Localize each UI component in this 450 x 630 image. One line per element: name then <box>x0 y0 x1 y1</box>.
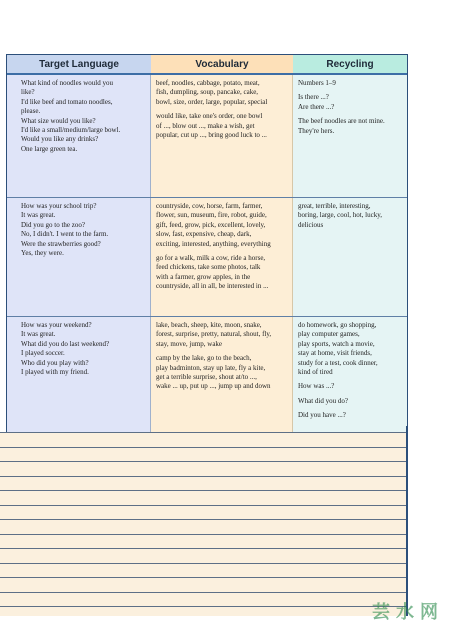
recycling-cell <box>293 75 407 197</box>
watermark-logo: 芸水网 <box>372 602 444 622</box>
cell-text-line: stay at home, visit friends, <box>298 349 372 358</box>
table-body <box>7 75 407 446</box>
cell-text-line: study for a test, cook dinner, <box>298 358 378 367</box>
cell-text-line: beef, noodles, cabbage, potato, meat, <box>156 79 260 87</box>
cell-text-line: delicious <box>298 220 324 229</box>
writing-line <box>0 505 406 506</box>
writing-area-border <box>406 426 408 616</box>
cell-text-line: I played soccer. <box>21 349 65 358</box>
writing-line <box>0 563 406 564</box>
cell-text-line: Yes, they were. <box>21 249 64 258</box>
cell-text-line: would like, take one's order, one bowl <box>156 112 263 121</box>
cell-text-line: Numbers 1–9 <box>298 79 336 87</box>
vocabulary-cell <box>151 317 293 445</box>
writing-line <box>0 534 406 535</box>
cell-text-line: I'd like beef and tomato noodles, <box>21 97 113 106</box>
cell-text-line: exciting, interested, anything, everything <box>156 239 271 248</box>
writing-line <box>0 432 406 433</box>
cell-text-line: feed chickens, take some photos, talk <box>156 263 261 272</box>
cell-text-line: boring, large, cool, hot, lucky, <box>298 211 382 220</box>
cell-text-line: wake ... up, put up ..., jump up and down <box>156 382 271 391</box>
writing-line <box>0 548 406 549</box>
cell-text-line: camp by the lake, go to the beach, <box>156 354 252 363</box>
cell-text-line: play badminton, stay up late, fly a kite, <box>156 363 266 372</box>
cell-text-line: popular, cut up ..., bring good luck to ... <box>156 131 267 140</box>
cell-text-line: What size would you like? <box>21 116 96 125</box>
writing-lines-area <box>0 432 406 616</box>
target-language-cell <box>7 75 151 197</box>
cell-text-line: How was your weekend? <box>21 321 92 329</box>
cell-text-line: great, terrible, interesting, <box>298 202 371 210</box>
cell-text-line: get a terrible surprise, shout at/to ..., <box>156 373 257 382</box>
writing-line <box>0 476 406 477</box>
cell-text-line: Were the strawberries good? <box>21 239 101 248</box>
cell-text-line: go for a walk, milk a cow, ride a horse, <box>156 254 266 263</box>
cell-text-line: No, I didn't. I went to the farm. <box>21 230 109 239</box>
cell-text-line: I'd like a small/medium/large bowl. <box>21 126 121 135</box>
cell-text-line: Are there ...? <box>298 102 335 111</box>
vocabulary-cell <box>151 198 293 316</box>
cell-text-line: countryside, all in all, be interested in ... <box>156 282 269 291</box>
cell-text-line: like? <box>21 88 35 97</box>
cell-text-line: of ..., blow out ..., make a wish, get <box>156 121 255 130</box>
cell-text-line: please. <box>21 107 41 116</box>
cell-text-line: stay, move, jump, wake <box>156 339 223 348</box>
cell-text-line: Did you go to the zoo? <box>21 220 85 229</box>
cell-text-line: lake, beach, sheep, kite, moon, snake, <box>156 321 262 329</box>
header-target-language: Target Language <box>7 55 151 73</box>
target-language-cell <box>7 317 151 445</box>
cell-text-line: How was ...? <box>298 382 335 391</box>
table-row <box>7 75 407 198</box>
cell-text-line: do homework, go shopping, <box>298 321 377 329</box>
table-row <box>7 317 407 446</box>
writing-line <box>0 519 406 520</box>
cell-text-line: Who did you play with? <box>21 358 89 367</box>
cell-text-line: with a farmer, grow apples, in the <box>156 272 251 281</box>
cell-text-line: flower, sun, museum, fire, robot, guide, <box>156 211 267 220</box>
cell-text-line: countryside, cow, horse, farm, farmer, <box>156 202 263 210</box>
writing-line <box>0 606 406 607</box>
recycling-cell <box>293 198 407 316</box>
cell-text-line: fish, dumpling, soup, pancake, cake, <box>156 88 259 97</box>
writing-line <box>0 490 406 491</box>
writing-line <box>0 592 406 593</box>
cell-text-line: Did you have ...? <box>298 411 346 420</box>
cell-text-line: What did you do last weekend? <box>21 339 110 348</box>
writing-line <box>0 461 406 462</box>
cell-text-line: How was your school trip? <box>21 202 97 210</box>
cell-text-line: play sports, watch a movie, <box>298 339 375 348</box>
writing-line <box>0 577 406 578</box>
header-vocabulary: Vocabulary <box>151 55 293 73</box>
cell-text-line: gift, feed, grow, pick, excellent, lovely, <box>156 220 266 229</box>
cell-text-line: What kind of noodles would you <box>21 79 113 87</box>
cell-text-line: It was great. <box>21 211 56 220</box>
syllabus-table <box>6 54 408 447</box>
cell-text-line: Would you like any drinks? <box>21 135 99 144</box>
cell-text-line: I played with my friend. <box>21 368 89 377</box>
cell-text-line: One large green tea. <box>21 144 78 153</box>
cell-text-line: bowl, size, order, large, popular, special <box>156 97 268 106</box>
table-header-row <box>7 55 407 75</box>
cell-text-line: slow, fast, expensive, cheap, dark, <box>156 230 252 239</box>
recycling-cell <box>293 317 407 445</box>
vocabulary-cell <box>151 75 293 197</box>
cell-text-line: play computer games, <box>298 330 360 339</box>
header-recycling: Recycling <box>293 55 407 73</box>
cell-text-line: What did you do? <box>298 396 348 405</box>
cell-text-line: forest, surprise, pretty, natural, shout, fly, <box>156 330 272 339</box>
writing-line <box>0 447 406 448</box>
cell-text-line: The beef noodles are not mine. <box>298 117 385 126</box>
target-language-cell <box>7 198 151 316</box>
cell-text-line: kind of tired <box>298 368 333 377</box>
cell-text-line: Is there ...? <box>298 93 329 102</box>
cell-text-line: They're hers. <box>298 126 335 135</box>
table-row <box>7 198 407 317</box>
cell-text-line: It was great. <box>21 330 56 339</box>
